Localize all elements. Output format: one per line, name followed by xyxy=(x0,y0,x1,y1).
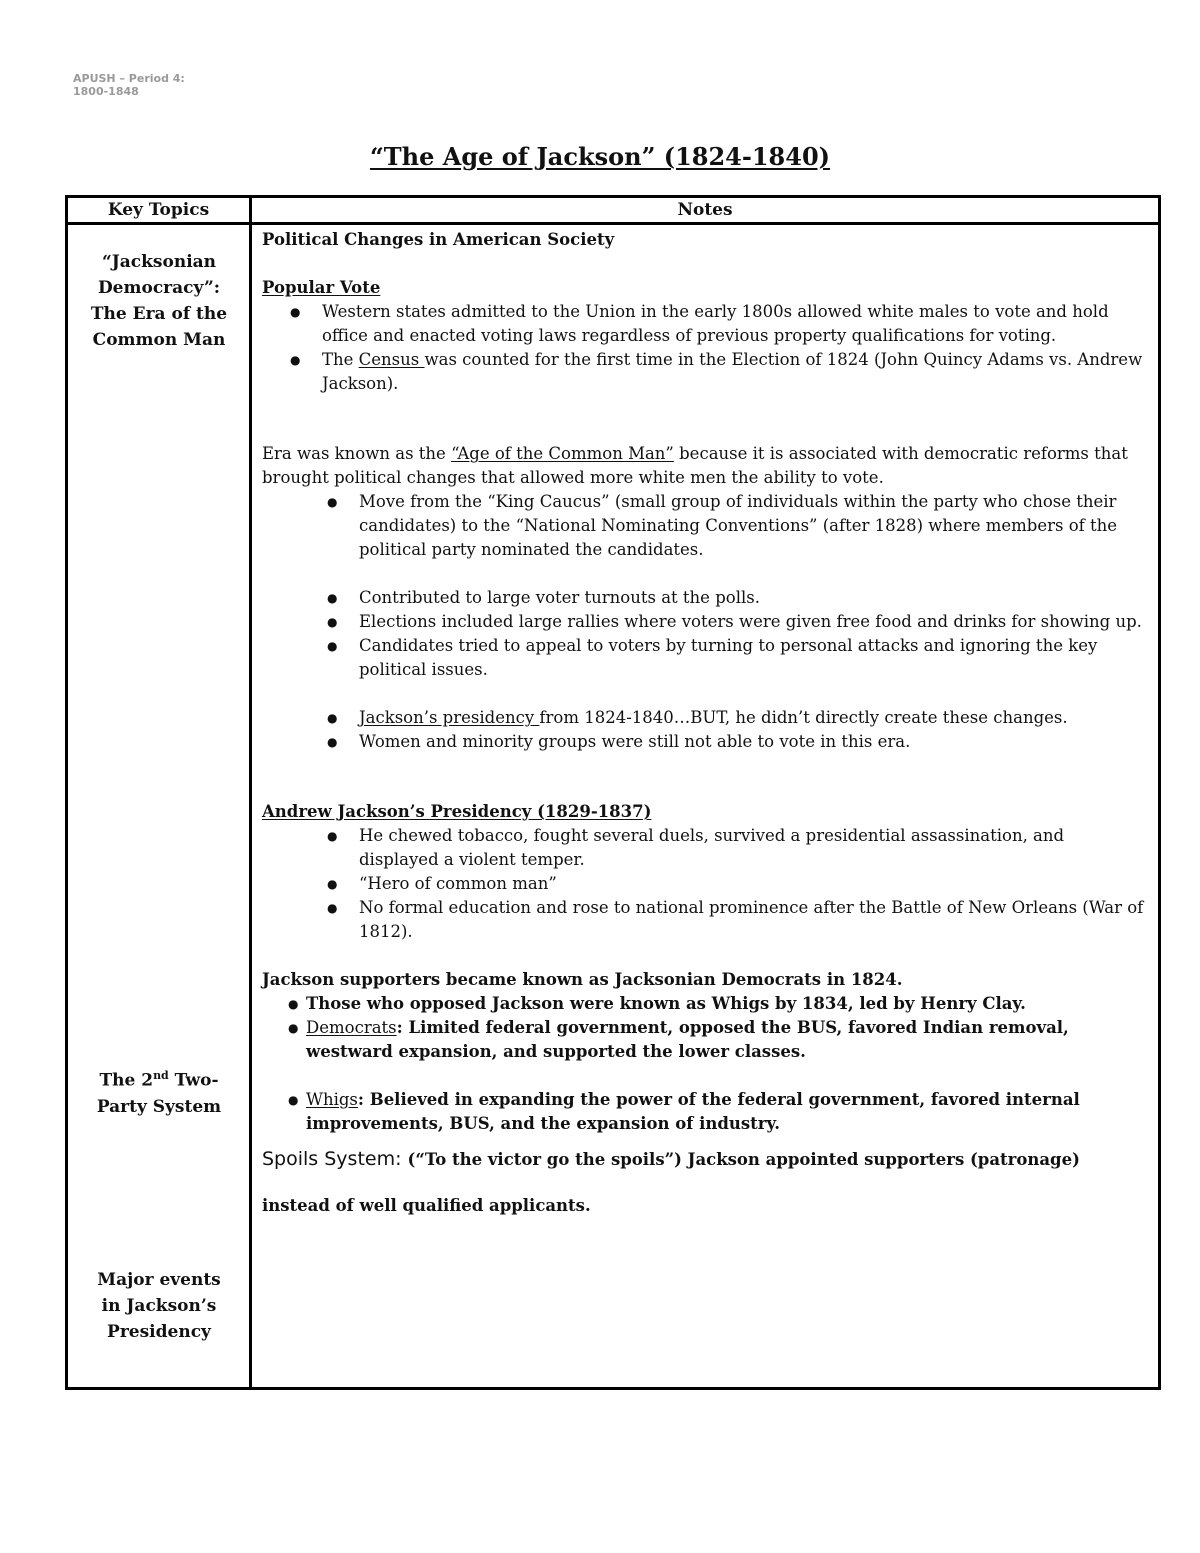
section-heading-political-changes: Political Changes in American Society xyxy=(262,230,615,249)
topic-line: Democracy”: xyxy=(97,278,221,298)
page-title: “The Age of Jackson” (1824-1840) xyxy=(370,142,830,171)
aj-list xyxy=(262,824,1148,944)
common-man-term: “Age of the Common Man” xyxy=(451,444,674,463)
notes-cell xyxy=(251,224,1160,1389)
topic-line: “Jacksonian xyxy=(101,252,217,272)
topic-superscript: nd xyxy=(153,1069,169,1082)
topic-line: Presidency xyxy=(107,1322,211,1342)
era-list xyxy=(262,586,1148,682)
section-heading-aj-presidency: Andrew Jackson’s Presidency (1829-1837) xyxy=(262,802,652,821)
list-item: ● Move from the “King Caucus” (small group of individuals within the party who chose their candidates) to the “National Nominating Conventions” (after 1828) where members of the political party nominated the candidates. xyxy=(359,490,1148,562)
table-header-row xyxy=(67,197,1160,224)
period-years-label: 1800-1848 xyxy=(73,85,139,98)
democrats-term: Democrats xyxy=(306,1018,397,1037)
table-row xyxy=(67,224,1160,1389)
presidency-term: Jackson’s presidency xyxy=(359,708,540,727)
topic-text: Two- xyxy=(168,1070,219,1091)
course-label: APUSH – Period 4: xyxy=(73,72,185,85)
text: (“To the victor go the spoils”) Jackson appointed supporters (patronage) instead of well qualified applicants. xyxy=(262,1150,1080,1215)
list-item: ● Contributed to large voter turnouts at the polls. xyxy=(359,586,1148,610)
topic-major-events xyxy=(82,1267,236,1345)
topic-line: Party System xyxy=(96,1096,222,1117)
text: was counted for the first time in the Election of 1824 (John Quincy Adams vs. Andrew Jackson). xyxy=(322,350,1143,393)
list-item xyxy=(322,348,1148,396)
notes-header: Notes xyxy=(251,197,1160,224)
text: The xyxy=(322,350,359,369)
text: because it is associated with democratic reforms that brought political changes that allowed more white men the ability to vote. xyxy=(262,444,1128,487)
list-item: ● “Hero of common man” xyxy=(359,872,1148,896)
key-topics-cell xyxy=(67,224,251,1389)
course-period-label xyxy=(73,72,185,98)
topic-two-party-system xyxy=(82,1063,236,1120)
popular-vote-list xyxy=(262,300,1148,396)
notes-table xyxy=(65,195,1161,1390)
topic-text: The 2 xyxy=(99,1070,154,1091)
era-list xyxy=(262,706,1148,754)
topic-line: in Jackson’s xyxy=(101,1296,217,1316)
topic-line xyxy=(82,1063,236,1094)
section-heading-popular-vote: Popular Vote xyxy=(262,278,381,297)
topic-jacksonian-democracy xyxy=(82,249,236,353)
list-item: ● Those who opposed Jackson were known as Whigs by 1834, led by Henry Clay. xyxy=(306,992,1148,1016)
list-item: ● Women and minority groups were still not able to vote in this era. xyxy=(359,730,1148,754)
list-item xyxy=(359,706,1148,730)
text: : Limited federal government, opposed the BUS, favored Indian removal, westward expansion, and supported the lower classes. xyxy=(306,1018,1069,1061)
list-item: ● No formal education and rose to national prominence after the Battle of New Orleans (War of 1812). xyxy=(359,896,1148,944)
list-item xyxy=(306,1088,1148,1136)
era-paragraph xyxy=(262,442,1148,490)
spoils-term: Spoils System: xyxy=(262,1148,408,1170)
text: Era was known as the xyxy=(262,444,452,463)
list-item: ● Western states admitted to the Union in the early 1800s allowed white males to vote and hold office and enacted voting laws regardless of previous property qualifications for voting. xyxy=(322,300,1148,348)
key-topics-header: Key Topics xyxy=(67,197,251,224)
topic-line: Common Man xyxy=(92,330,226,350)
era-list xyxy=(262,490,1148,562)
topic-line: Major events xyxy=(97,1270,221,1290)
spoils-paragraph xyxy=(262,1136,1148,1229)
list-item: ● Candidates tried to appeal to voters by turning to personal attacks and ignoring the key political issues. xyxy=(359,634,1148,682)
census-term: Census xyxy=(358,350,425,369)
whigs-term: Whigs xyxy=(306,1090,358,1109)
list-item: ● He chewed tobacco, fought several duels, survived a presidential assassination, and displayed a violent temper. xyxy=(359,824,1148,872)
topic-line: The Era of the xyxy=(90,304,228,324)
text: : Believed in expanding the power of the federal government, favored internal improvements, BUS, and the expansion of industry. xyxy=(306,1090,1080,1133)
supporters-paragraph: Jackson supporters became known as Jacksonian Democrats in 1824. xyxy=(262,970,903,989)
party-list xyxy=(262,1088,1148,1136)
text: from 1824-1840…BUT, he didn’t directly create these changes. xyxy=(539,708,1068,727)
list-item: ● Elections included large rallies where voters were given free food and drinks for showing up. xyxy=(359,610,1148,634)
party-list xyxy=(262,992,1148,1064)
list-item xyxy=(306,1016,1148,1064)
